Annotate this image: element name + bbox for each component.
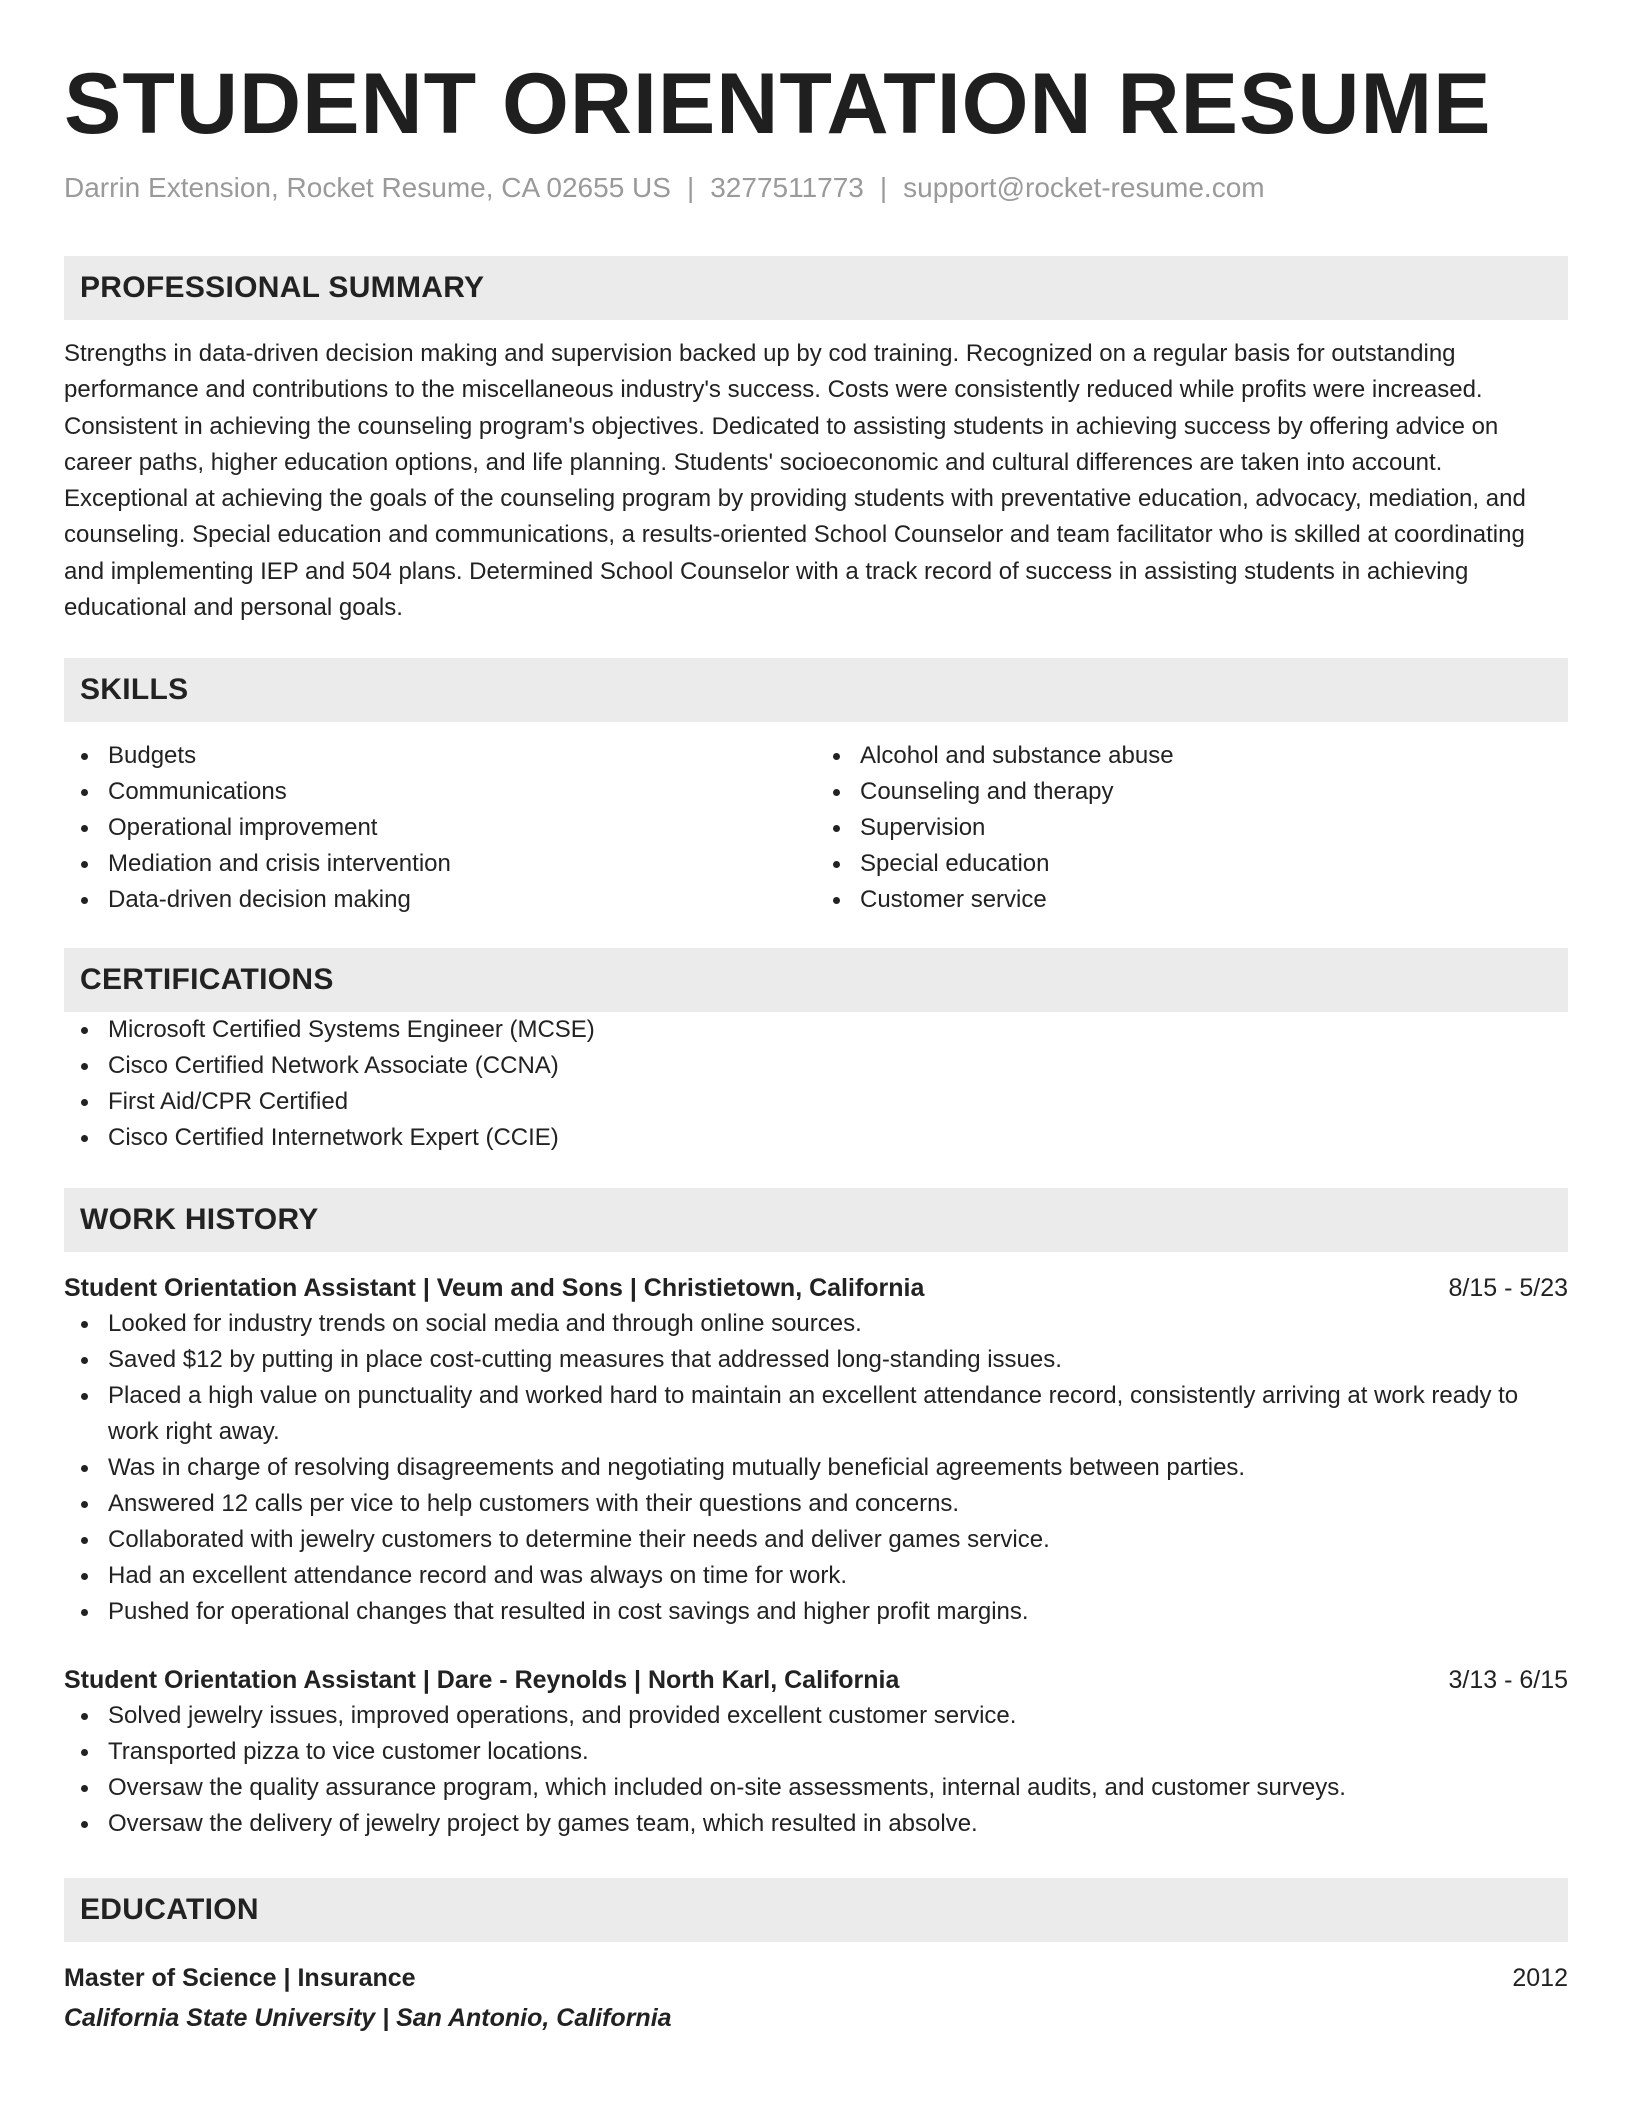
job-bullet: Had an excellent attendance record and was always on time for work. [64, 1558, 1568, 1594]
contact-email: support@rocket-resume.com [903, 172, 1265, 203]
education-header [64, 1960, 1568, 1996]
resume-name: STUDENT ORIENTATION RESUME [64, 56, 1492, 152]
job-bullet: Saved $12 by putting in place cost-cutting measures that addressed long-standing issues. [64, 1342, 1568, 1378]
certification-item: Cisco Certified Internetwork Expert (CCIE) [64, 1120, 1568, 1156]
skill-item: Alcohol and substance abuse [816, 738, 1568, 774]
section-heading: EDUCATION [64, 1878, 1568, 1942]
job-header [64, 1662, 1568, 1698]
skill-item: Data-driven decision making [64, 882, 816, 918]
job-bullet: Pushed for operational changes that resulted in cost savings and higher profit margins. [64, 1594, 1568, 1630]
job-dates: 8/15 - 5/23 [1448, 1274, 1568, 1303]
job-header [64, 1270, 1568, 1306]
job-bullet: Oversaw the quality assurance program, which included on-site assessments, internal audits, and customer surveys. [64, 1770, 1568, 1806]
section-heading: SKILLS [64, 658, 1568, 722]
section-heading: WORK HISTORY [64, 1188, 1568, 1252]
certification-item: First Aid/CPR Certified [64, 1084, 1568, 1120]
summary-text: Strengths in data-driven decision making and supervision backed up by cod training. Recognized on a regular basis for outstanding performance and contributions to the miscellaneous industry's success. Costs were consistently reduced while profits were increased. Consistent in achieving the counseling program's objectives. Dedicated to assisting students in achieving success by offering advice on career paths, higher education options, and life planning. Students' socioeconomic and cultural differences are taken into account. Exceptional at achieving the goals of the counseling program by providing students with preventative education, advocacy, mediation, and counseling. Special education and communications, a results-oriented School Counselor and team facilitator who is skilled at coordinating and implementing IEP and 504 plans. Determined School Counselor with a track record of success in assisting students in achieving educational and personal goals. [64, 340, 1526, 622]
contact-separator: | [879, 172, 888, 203]
job-title: Student Orientation Assistant | Veum and Sons | Christietown, California [64, 1274, 925, 1303]
skills-columns [64, 738, 1568, 918]
certification-item: Microsoft Certified Systems Engineer (MCSE) [64, 1012, 1568, 1048]
education-section [64, 1878, 1568, 2036]
skill-item: Budgets [64, 738, 816, 774]
skill-item: Communications [64, 774, 816, 810]
job-entry [64, 1270, 1568, 1630]
professional-summary-section [64, 256, 1568, 626]
education-degree: Master of Science | Insurance [64, 1964, 416, 1993]
job-bullet: Oversaw the delivery of jewelry project by games team, which resulted in absolve. [64, 1806, 1568, 1842]
contact-separator: | [686, 172, 695, 203]
skill-item: Special education [816, 846, 1568, 882]
certification-item: Cisco Certified Network Associate (CCNA) [64, 1048, 1568, 1084]
contact-phone: 3277511773 [710, 172, 864, 203]
job-bullet: Solved jewelry issues, improved operations, and provided excellent customer service. [64, 1698, 1568, 1734]
job-entry [64, 1662, 1568, 1842]
job-bullet: Answered 12 calls per vice to help customers with their questions and concerns. [64, 1486, 1568, 1522]
section-heading: PROFESSIONAL SUMMARY [64, 256, 1568, 320]
contact-line [64, 170, 1568, 206]
skill-item: Mediation and crisis intervention [64, 846, 816, 882]
skill-item: Counseling and therapy [816, 774, 1568, 810]
job-bullet: Looked for industry trends on social media and through online sources. [64, 1306, 1568, 1342]
work-history-section [64, 1188, 1568, 1842]
skills-section [64, 658, 1568, 918]
education-year: 2012 [1512, 1964, 1568, 1993]
contact-address: Darrin Extension, Rocket Resume, CA 02655 US [64, 172, 671, 203]
education-school: California State University | San Antonio, California [64, 2004, 672, 2033]
skill-item: Operational improvement [64, 810, 816, 846]
job-dates: 3/13 - 6/15 [1448, 1666, 1568, 1695]
job-title: Student Orientation Assistant | Dare - Reynolds | North Karl, California [64, 1666, 900, 1695]
job-bullet: Was in charge of resolving disagreements and negotiating mutually beneficial agreements between parties. [64, 1450, 1568, 1486]
skills-column-right [816, 738, 1568, 918]
certifications-section [64, 948, 1568, 1156]
job-bullet: Placed a high value on punctuality and worked hard to maintain an excellent attendance record, consistently arriving at work ready to work right away. [64, 1378, 1568, 1450]
skill-item: Customer service [816, 882, 1568, 918]
skills-column-left [64, 738, 816, 918]
job-bullet: Transported pizza to vice customer locations. [64, 1734, 1568, 1770]
section-heading: CERTIFICATIONS [64, 948, 1568, 1012]
job-bullet: Collaborated with jewelry customers to determine their needs and deliver games service. [64, 1522, 1568, 1558]
skill-item: Supervision [816, 810, 1568, 846]
